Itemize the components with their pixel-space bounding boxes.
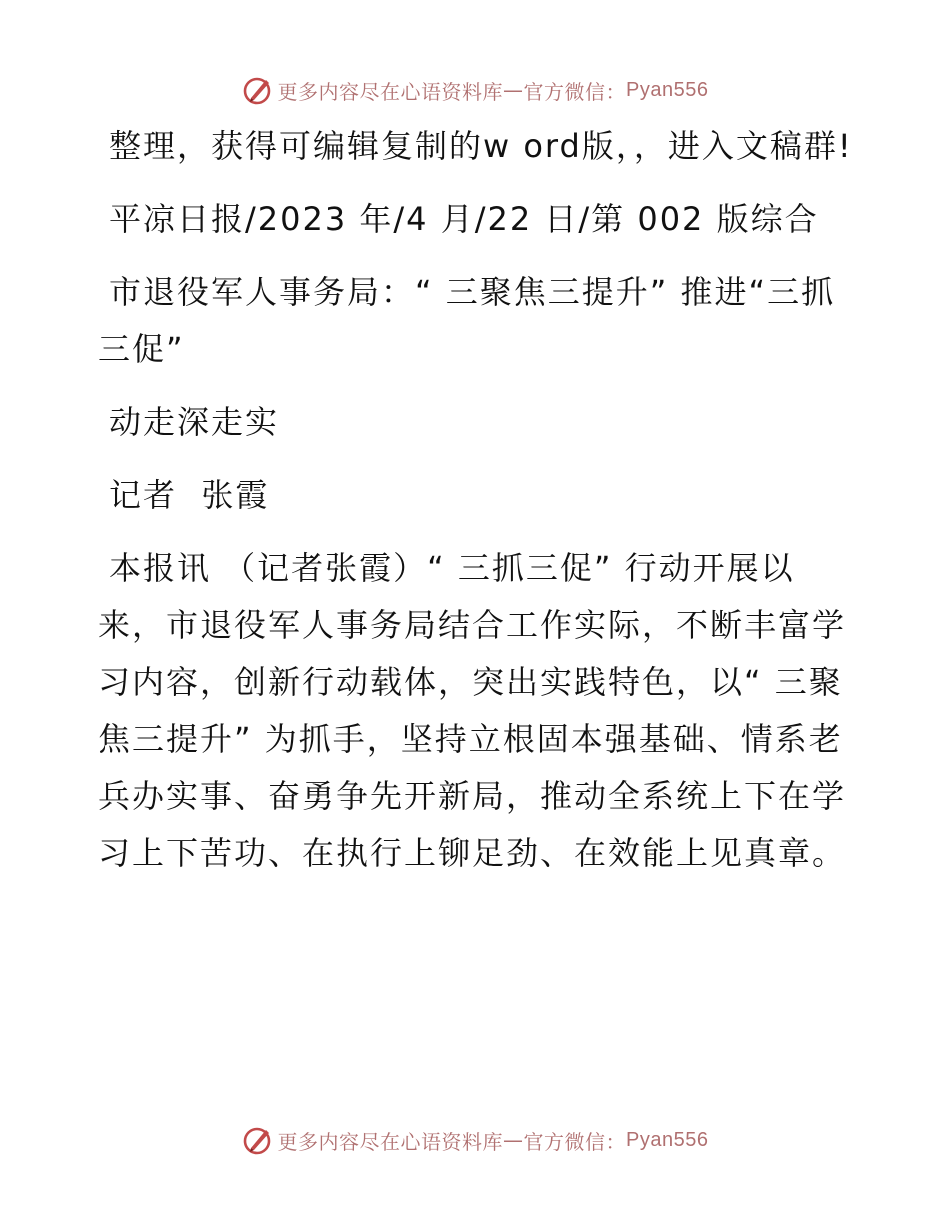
watermark-separator: — [503, 78, 524, 102]
article-headline-continuation: 动走深走实 [109, 403, 280, 441]
watermark-brand-text: 更多内容尽在心语资料库 [277, 1129, 504, 1154]
watermark-contact-label: 官方微信： [523, 79, 627, 104]
pen-circle-icon [242, 1124, 274, 1156]
footer-watermark [0, 1120, 950, 1160]
pen-circle-icon [242, 74, 274, 106]
watermark-separator: — [503, 1128, 524, 1152]
article-headline: 市退役军人事务局：“ 三聚焦三提升” 推进“三抓三促” [98, 273, 836, 368]
watermark-contact-handle: Pyan556 [626, 1128, 709, 1151]
source-line: 平凉日报/2023 年/4 月/22 日/第 002 版综合 [109, 200, 819, 238]
watermark-brand-text: 更多内容尽在心语资料库 [277, 79, 504, 104]
header-watermark [0, 70, 950, 110]
watermark-contact-handle: Pyan556 [626, 78, 709, 101]
article-body-paragraph: 本报讯 （记者张霞）“ 三抓三促” 行动开展以来，市退役军人事务局结合工作实际，不断丰富学习内容，创新行动载体，突出实践特色，以“ 三聚焦三提升” 为抓手，坚持立根固本强基础、情系老兵办实事、奋勇争先开新局，推动全系统上下在学习上下苦功、在执行上铆足劲、在效能上见真章。 [98, 549, 847, 872]
document-body [98, 118, 858, 882]
article-byline: 记者 张霞 [109, 476, 270, 514]
watermark-contact-label: 官方微信： [523, 1129, 627, 1154]
intro-paragraph: 整理，获得可编辑复制的w ord版，，进入文稿群! [109, 127, 853, 165]
